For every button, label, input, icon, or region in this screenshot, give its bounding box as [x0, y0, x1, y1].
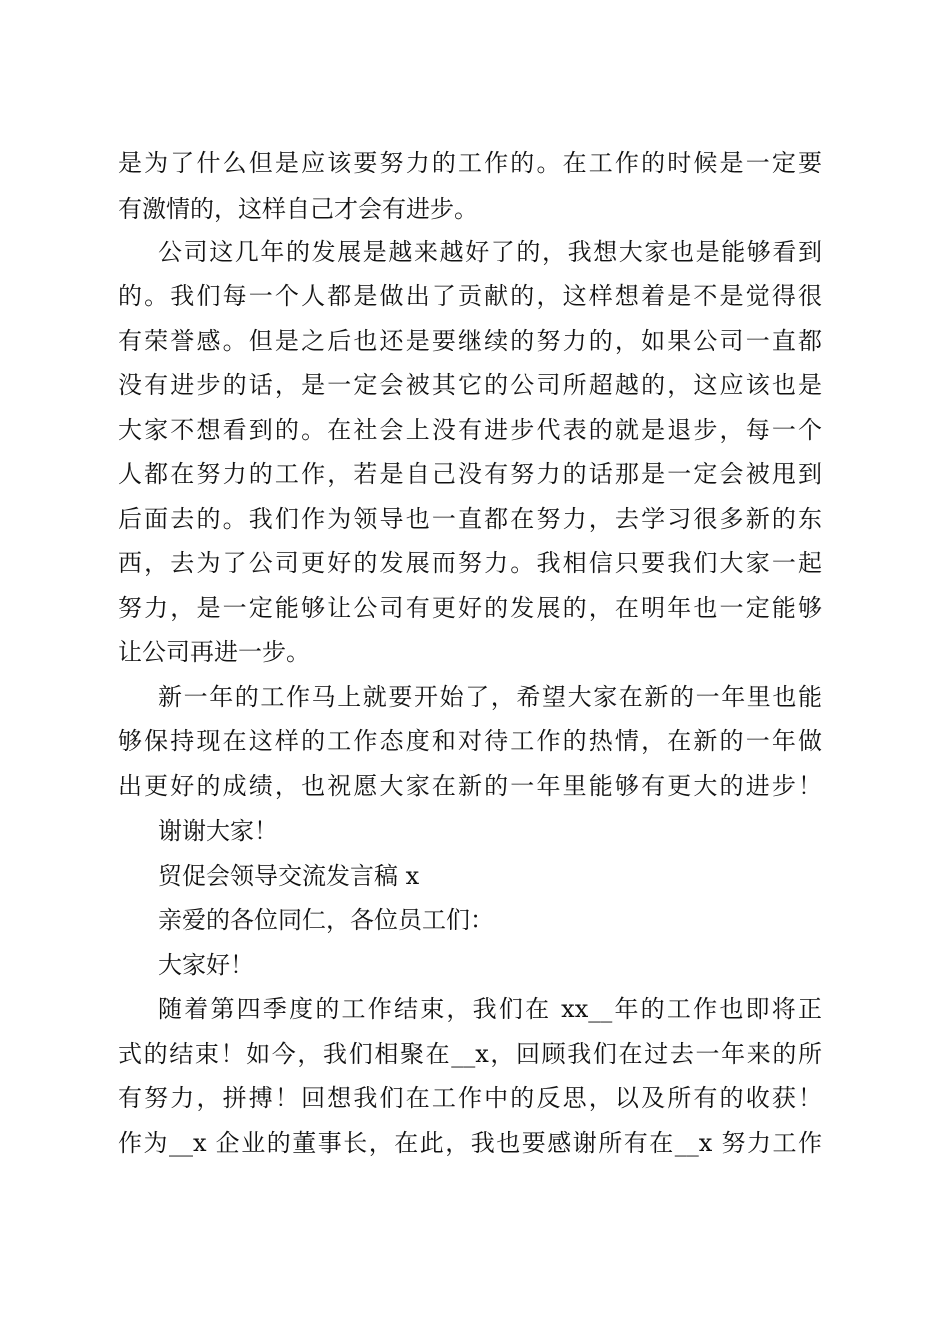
body-text-line: 人都在努力的工作，若是自己没有努力的话那是一定会被甩到	[118, 460, 822, 488]
body-text-line: 有荣誉感。但是之后也还是要继续的努力的，如果公司一直都	[118, 327, 822, 355]
section-title: 贸促会领导交流发言稿 x	[158, 862, 420, 890]
body-text-line: 让公司再进一步。	[118, 638, 310, 666]
body-text-line: 式的结束！如今，我们相聚在__x，回顾我们在过去一年来的所	[118, 1040, 822, 1068]
greeting: 大家好！	[158, 951, 254, 979]
thanks-line: 谢谢大家！	[158, 817, 278, 845]
body-text-line: 努力，是一定能够让公司有更好的发展的，在明年也一定能够	[118, 594, 822, 622]
body-text-line: 的。我们每一个人都是做出了贡献的，这样想着是不是觉得很	[118, 282, 822, 310]
body-text-line: 有努力，拼搏！回想我们在工作中的反思，以及所有的收获！	[118, 1084, 822, 1112]
salutation: 亲爱的各位同仁，各位员工们：	[158, 906, 494, 934]
body-text-line: 没有进步的话，是一定会被其它的公司所超越的，这应该也是	[118, 371, 822, 399]
body-text-line: 大家不想看到的。在社会上没有进步代表的就是退步，每一个	[118, 416, 822, 444]
body-text-line: 是为了什么但是应该要努力的工作的。在工作的时候是一定要	[118, 149, 822, 177]
body-text-line: 出更好的成绩，也祝愿大家在新的一年里能够有更大的进步！	[118, 772, 822, 800]
body-text-line: 西，去为了公司更好的发展而努力。我相信只要我们大家一起	[118, 549, 822, 577]
body-text-line: 作为__x 企业的董事长，在此，我也要感谢所有在__x 努力工作	[118, 1129, 822, 1157]
paragraph-first-line: 随着第四季度的工作结束，我们在 xx__年的工作也即将正	[158, 995, 822, 1023]
paragraph-first-line: 公司这几年的发展是越来越好了的，我想大家也是能够看到	[158, 238, 822, 266]
body-text-line: 够保持现在这样的工作态度和对待工作的热情，在新的一年做	[118, 727, 822, 755]
paragraph-first-line: 新一年的工作马上就要开始了，希望大家在新的一年里也能	[158, 683, 822, 711]
body-text-line: 后面去的。我们作为领导也一直都在努力，去学习很多新的东	[118, 505, 822, 533]
body-text-line: 有激情的，这样自己才会有进步。	[118, 195, 478, 223]
